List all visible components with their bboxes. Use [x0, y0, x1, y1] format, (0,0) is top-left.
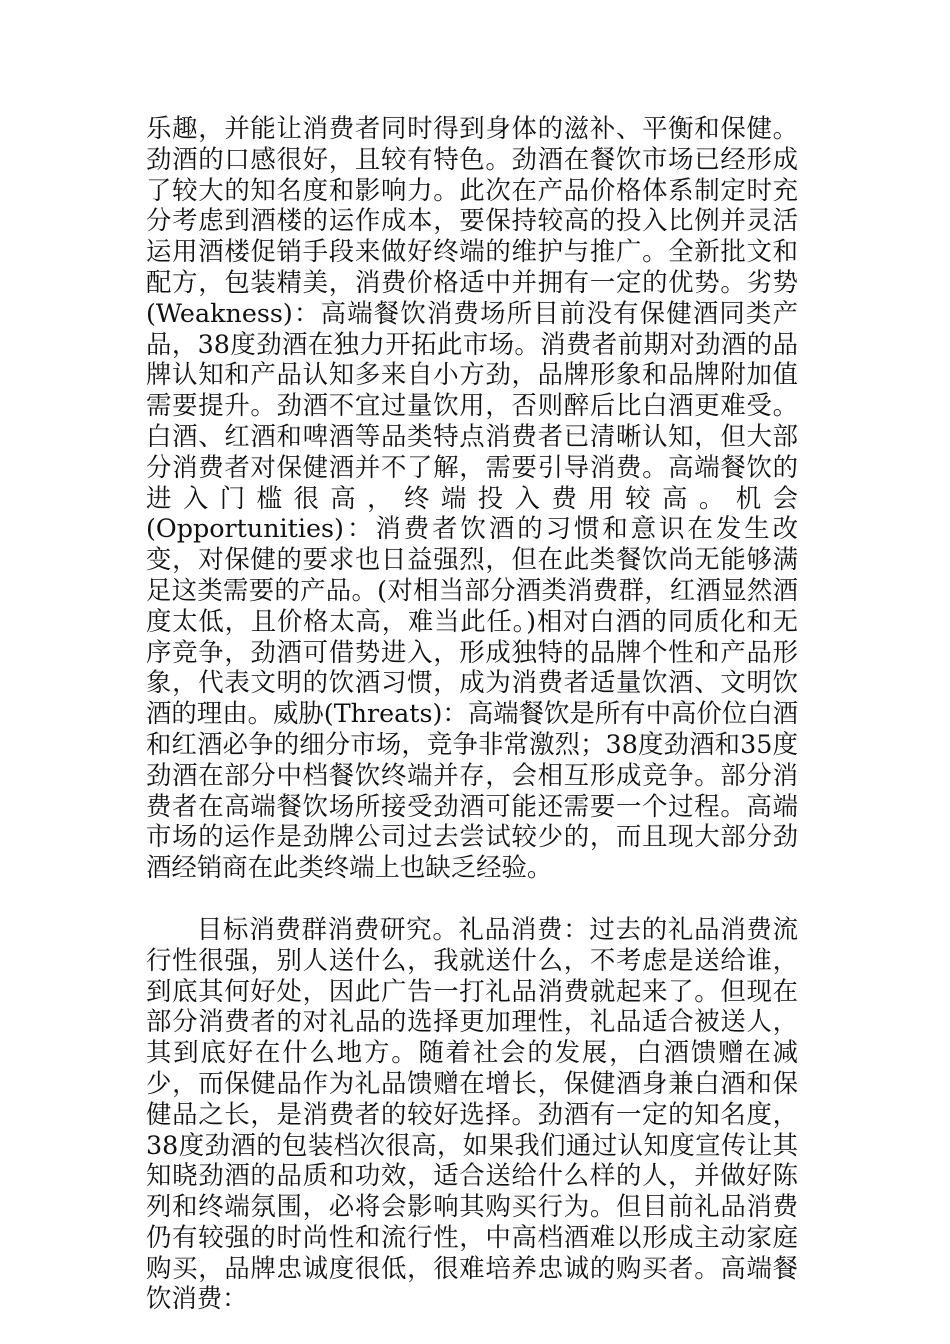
body-paragraph-1: 乐趣，并能让消费者同时得到身体的滋补、平衡和保健。劲酒的口感很好，且较有特色。劲酒在餐饮市场已经形成了较大的知名度和影响力。此次在产品价格体系制定时充分考虑到酒楼的运作成本，要保持较高的投入比例并灵活运用酒楼促销手段来做好终端的维护与推广。全新批文和配方，包装精美，消费价格适中并拥有一定的优势。劣势(Weakness)：高端餐饮消费场所目前没有保健酒同类产品，38度劲酒在独力开拓此市场。消费者前期对劲酒的品牌认知和产品认知多来自小方劲，品牌形象和品牌附加值需要提升。劲酒不宜过量饮用，否则醉后比白酒更难受。白酒、红酒和啤酒等品类特点消费者已清晰认知，但大部分消费者对保健酒并不了解，需要引导消费。高端餐饮的进入门槛很高，终端投入费用较高。机会(Opportunities)：消费者饮酒的习惯和意识在发生改变，对保健的要求也日益强烈，但在此类餐饮尚无能够满足这类需要的产品。(对相当部分酒类消费群，红酒显然酒度太低，且价格太高，难当此任。)相对白酒的同质化和无序竞争，劲酒可借势进入，形成独特的品牌个性和产品形象，代表文明的饮酒习惯，成为消费者适量饮酒、文明饮酒的理由。威胁(Threats)：高端餐饮是所有中高价位白酒和红酒必争的细分市场，竞争非常激烈；38度劲酒和35度劲酒在部分中档餐饮终端并存，会相互形成竞争。部分消费者在高端餐饮场所接受劲酒可能还需要一个过程。高端市场的运作是劲牌公司过去尝试较少的，而且现大部分劲酒经销商在此类终端上也缺乏经验。 — [146, 113, 798, 883]
body-paragraph-2: 目标消费群消费研究。礼品消费：过去的礼品消费流行性很强，别人送什么，我就送什么，不考虑是送给谁，到底其何好处，因此广告一打礼品消费就起来了。但现在部分消费者的对礼品的选择更加理性，礼品适合被送人，其到底好在什么地方。随着社会的发展，白酒馈赠在减少，而保健品作为礼品馈赠在增长，保健酒身兼白酒和保健品之长，是消费者的较好选择。劲酒有一定的知名度，38度劲酒的包装档次很高，如果我们通过认知度宣传让其知晓劲酒的品质和功效，适合送给什么样的人，并做好陈列和终端氛围，必将会影响其购买行为。但目前礼品消费仍有较强的时尚性和流行性，中高档酒难以形成主动家庭购买，品牌忠诚度很低，很难培养忠诚的购买者。高端餐饮消费： — [146, 913, 798, 1314]
document-page — [146, 113, 798, 1314]
